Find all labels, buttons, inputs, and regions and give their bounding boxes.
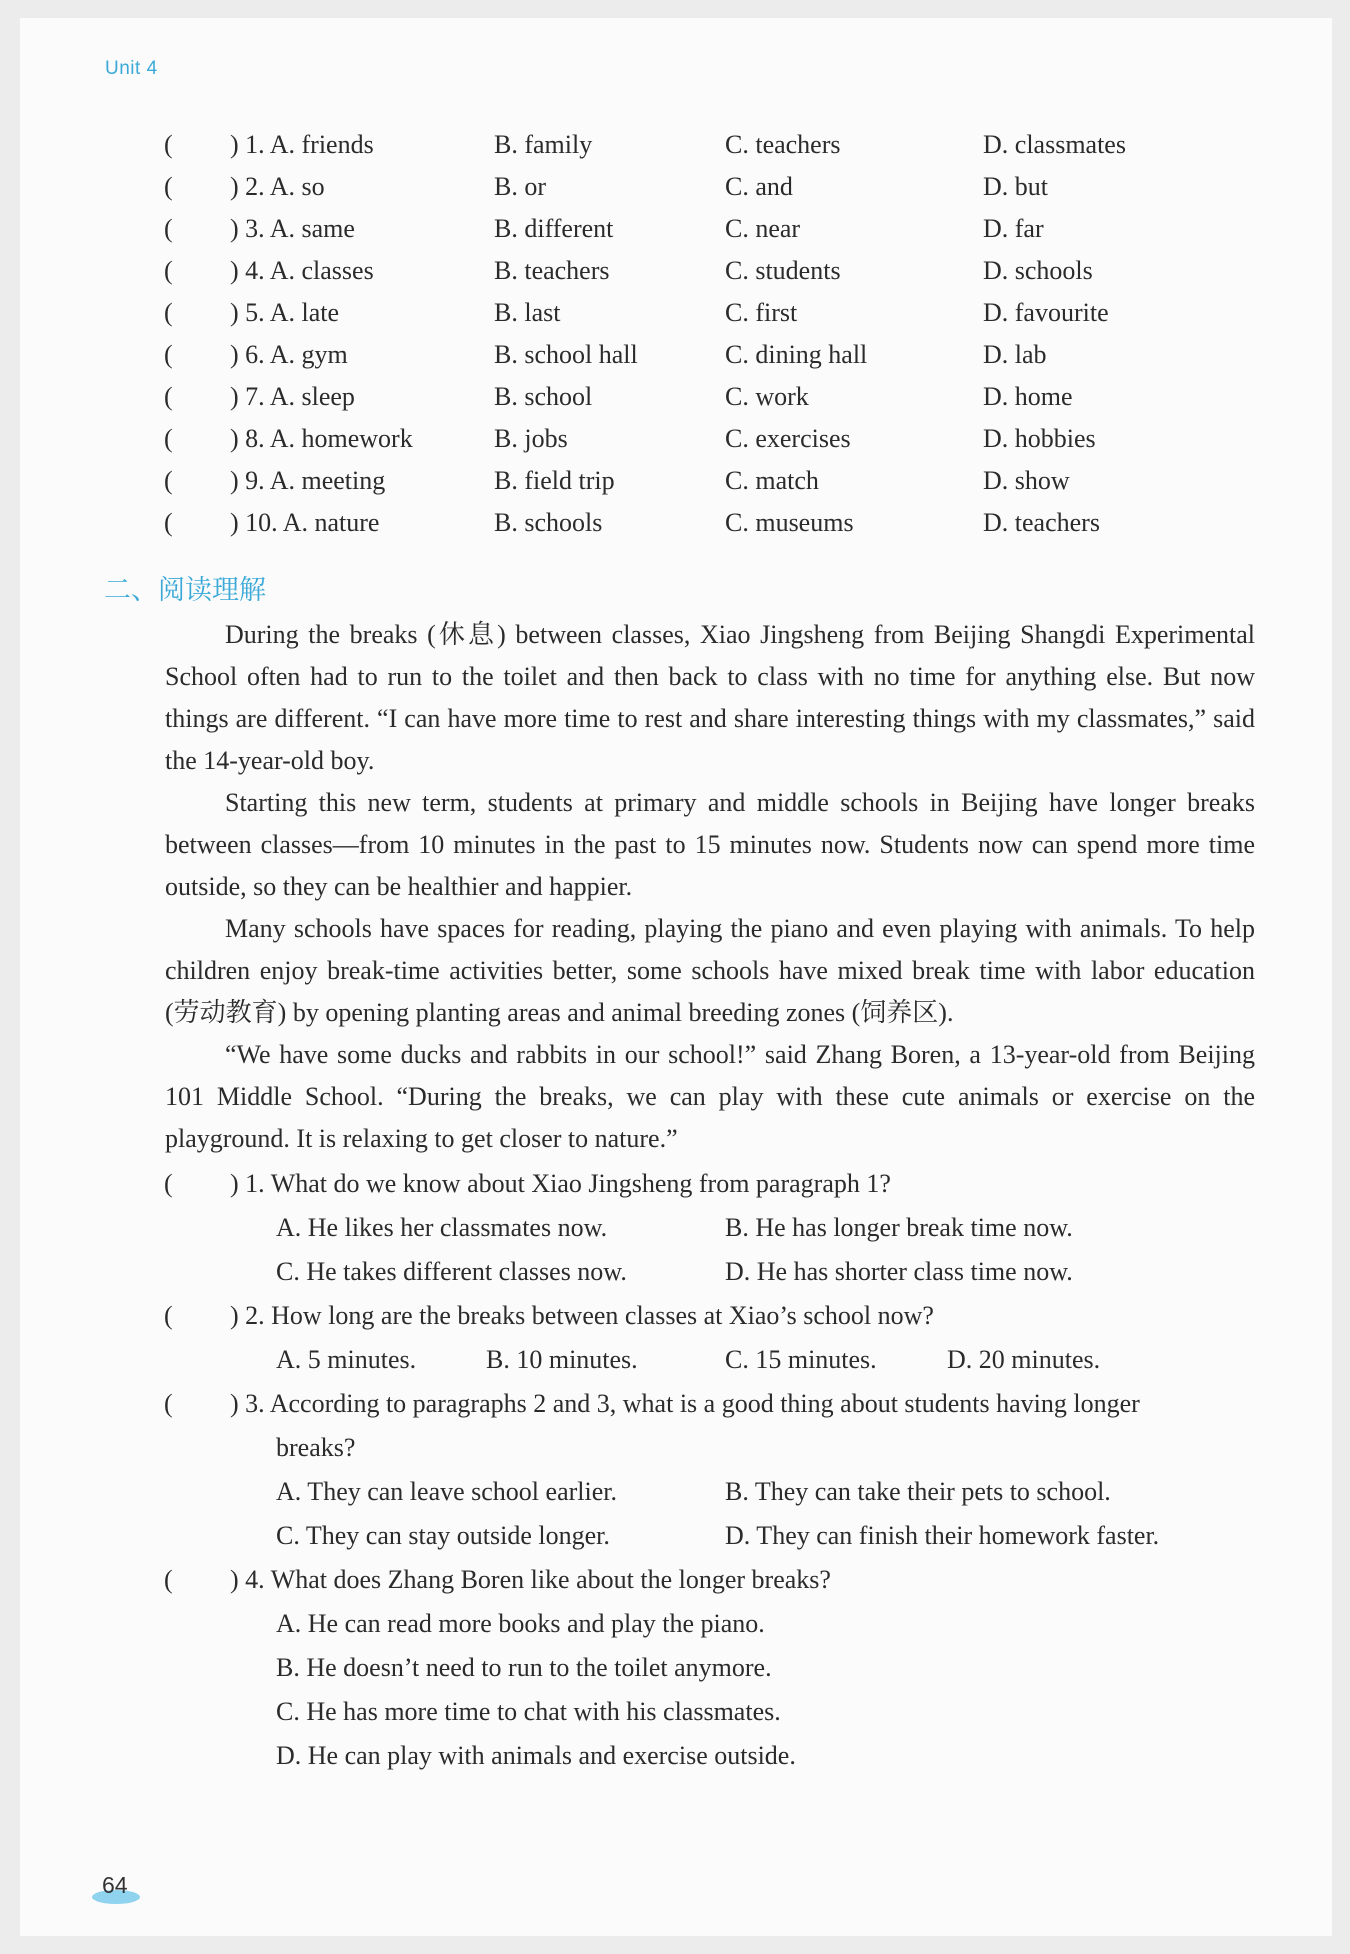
cloze-row (0, 503, 1350, 543)
option-b: B. He doesn’t need to run to the toilet anymore. (276, 1653, 772, 1682)
option-b: B. teachers (494, 256, 610, 285)
option-b: B. They can take their pets to school. (725, 1477, 1111, 1506)
option-b: B. family (494, 130, 593, 159)
option-b: B. jobs (494, 424, 568, 453)
question-option-a: ) 5. A. late (230, 298, 340, 327)
option-c: C. He has more time to chat with his classmates. (276, 1697, 781, 1726)
question-option-a: ) 9. A. meeting (230, 466, 386, 495)
option-c: C. teachers (725, 130, 841, 159)
question-option-a: ) 7. A. sleep (230, 382, 355, 411)
cloze-row (0, 251, 1350, 291)
option-d: D. but (983, 172, 1048, 201)
question-option-a: ) 6. A. gym (230, 340, 348, 369)
option-b: B. school hall (494, 340, 638, 369)
question-option-a: ) 8. A. homework (230, 424, 413, 453)
option-d: D. He has shorter class time now. (725, 1257, 1073, 1286)
reading-passage (165, 614, 1255, 1160)
option-b: B. or (494, 172, 546, 201)
answer-paren-open: ( (164, 1169, 173, 1198)
option-d: D. He can play with animals and exercise outside. (276, 1741, 796, 1770)
option-c: C. exercises (725, 424, 851, 453)
answer-paren-open: ( (164, 1389, 173, 1418)
cloze-row (0, 293, 1350, 333)
option-d: D. schools (983, 256, 1093, 285)
question-option-a: ) 4. A. classes (230, 256, 374, 285)
question-stem: ) 2. How long are the breaks between classes at Xiao’s school now? (230, 1301, 934, 1330)
cloze-row (0, 377, 1350, 417)
question-stem-continued: breaks? (276, 1433, 356, 1462)
option-d: D. show (983, 466, 1070, 495)
option-c: C. students (725, 256, 841, 285)
option-d: D. They can finish their homework faster. (725, 1521, 1160, 1550)
option-c: C. 15 minutes. (725, 1345, 877, 1374)
question-stem: ) 4. What does Zhang Boren like about the longer breaks? (230, 1565, 831, 1594)
option-d: D. lab (983, 340, 1047, 369)
answer-paren-open: ( (164, 172, 173, 201)
answer-paren-open: ( (164, 214, 173, 243)
option-a: A. He likes her classmates now. (276, 1213, 608, 1242)
cloze-row (0, 335, 1350, 375)
option-d: D. favourite (983, 298, 1109, 327)
question-option-a: ) 2. A. so (230, 172, 325, 201)
option-c: C. and (725, 172, 793, 201)
cloze-row (0, 209, 1350, 249)
option-c: C. work (725, 382, 809, 411)
answer-paren-open: ( (164, 340, 173, 369)
cloze-row (0, 419, 1350, 459)
answer-paren-open: ( (164, 298, 173, 327)
answer-paren-open: ( (164, 1565, 173, 1594)
section-title: 二、阅读理解 (104, 575, 266, 606)
answer-paren-open: ( (164, 130, 173, 159)
page-number-text: 64 (102, 1872, 128, 1898)
option-c: C. He takes different classes now. (276, 1257, 627, 1286)
option-c: C. match (725, 466, 819, 495)
unit-label: Unit 4 (105, 58, 158, 79)
question-stem: ) 3. According to paragraphs 2 and 3, what is a good thing about students having longer (230, 1389, 1140, 1418)
question-option-a: ) 3. A. same (230, 214, 355, 243)
passage-paragraph: “We have some ducks and rabbits in our school!” said Zhang Boren, a 13-year-old from Beijing 101 Middle School. “During the breaks, we can play with these cute animals or exercise on the playground. It is relaxing to get closer to nature.” (165, 1040, 1255, 1153)
answer-paren-open: ( (164, 256, 173, 285)
option-d: D. classmates (983, 130, 1126, 159)
option-d: D. far (983, 214, 1044, 243)
option-a: A. He can read more books and play the piano. (276, 1609, 765, 1638)
option-c: C. near (725, 214, 801, 243)
question-option-a: ) 1. A. friends (230, 130, 374, 159)
question-option-a: ) 10. A. nature (230, 508, 380, 537)
passage-paragraph: Many schools have spaces for reading, playing the piano and even playing with animals. To help children enjoy break-time activities better, some schools have mixed break time with labor education (劳动教育) by opening planting areas and animal breeding zones (饲养区). (165, 914, 1255, 1027)
answer-paren-open: ( (164, 466, 173, 495)
question-stem: ) 1. What do we know about Xiao Jingsheng from paragraph 1? (230, 1169, 891, 1198)
option-d: D. 20 minutes. (947, 1345, 1101, 1374)
answer-paren-open: ( (164, 508, 173, 537)
cloze-row (0, 461, 1350, 501)
option-b: B. different (494, 214, 614, 243)
option-b: B. school (494, 382, 593, 411)
answer-paren-open: ( (164, 424, 173, 453)
answer-paren-open: ( (164, 382, 173, 411)
cloze-row (0, 167, 1350, 207)
option-d: D. hobbies (983, 424, 1096, 453)
option-c: C. museums (725, 508, 854, 537)
option-b: B. He has longer break time now. (725, 1213, 1073, 1242)
option-a: A. 5 minutes. (276, 1345, 417, 1374)
option-b: B. last (494, 298, 561, 327)
option-c: C. first (725, 298, 798, 327)
passage-paragraph: During the breaks (休息) between classes, Xiao Jingsheng from Beijing Shangdi Experimental School often had to run to the toilet and then back to class with no time for anything else. But now things are different. “I can have more time to rest and share interesting things with my classmates,” said the 14-year-old boy. (165, 620, 1255, 775)
page-number (92, 1872, 140, 1908)
option-c: C. They can stay outside longer. (276, 1521, 610, 1550)
cloze-row (0, 125, 1350, 165)
option-b: B. 10 minutes. (486, 1345, 638, 1374)
option-b: B. schools (494, 508, 603, 537)
passage-paragraph: Starting this new term, students at primary and middle schools in Beijing have longer breaks between classes—from 10 minutes in the past to 15 minutes now. Students now can spend more time outside, so they can be healthier and happier. (165, 788, 1255, 901)
option-a: A. They can leave school earlier. (276, 1477, 617, 1506)
answer-paren-open: ( (164, 1301, 173, 1330)
option-b: B. field trip (494, 466, 615, 495)
option-d: D. teachers (983, 508, 1100, 537)
option-d: D. home (983, 382, 1073, 411)
option-c: C. dining hall (725, 340, 868, 369)
